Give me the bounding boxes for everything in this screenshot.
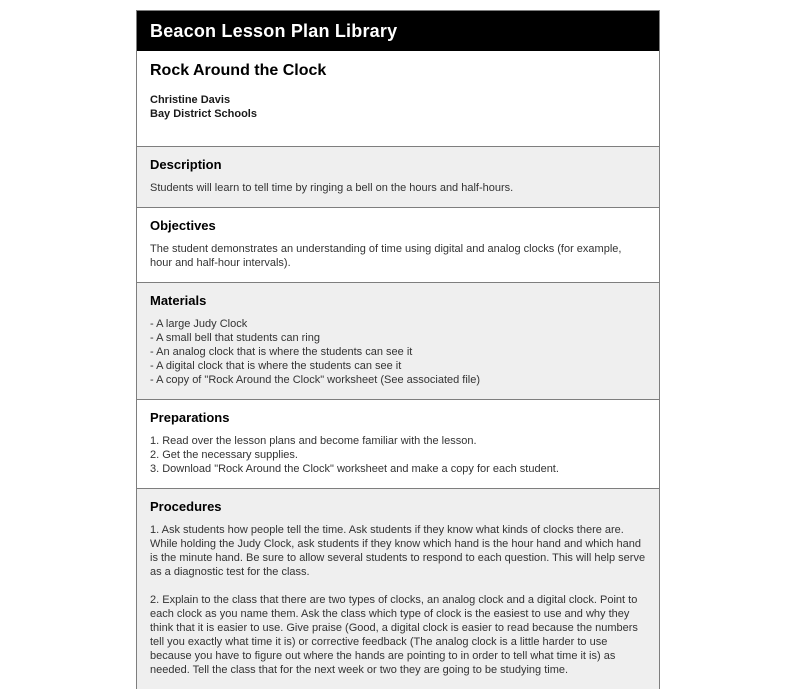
section-preparations	[137, 399, 659, 488]
preparation-step: 2. Get the necessary supplies.	[150, 449, 298, 461]
material-item: - An analog clock that is where the students can see it	[150, 346, 413, 358]
objectives-heading: Objectives	[150, 218, 216, 233]
section-objectives	[137, 207, 659, 282]
preparation-step: 3. Download "Rock Around the Clock" worksheet and make a copy for each student.	[150, 463, 559, 475]
materials-heading: Materials	[150, 293, 207, 308]
objectives-body: The student demonstrates an understanding of time using digital and analog clocks (for example, hour and half-hour intervals).	[150, 243, 622, 269]
preparation-step: 1. Read over the lesson plans and become familiar with the lesson.	[150, 435, 477, 447]
material-item: - A copy of "Rock Around the Clock" worksheet (See associated file)	[150, 374, 481, 386]
procedure-step: 2. Explain to the class that there are two types of clocks, an analog clock and a digital clock. Point to each clock as you name them. Ask the class which type of clock is the easiest to use and why they think that it is easier to use. Give praise (Good, a digital clock is easier to read because the numbers tell you exactly what time it is) or corrective feedback (The analog clock is a little harder to use because you have to figure out where the hands are pointing to in order to tell what time it is) as needed. Tell the class that for the next week or two they are going to be studying time.	[150, 594, 638, 676]
material-item: - A digital clock that is where the students can see it	[150, 360, 402, 372]
procedures-heading: Procedures	[150, 499, 222, 514]
material-item: - A large Judy Clock	[150, 318, 248, 330]
preparations-heading: Preparations	[150, 410, 230, 425]
section-procedures	[137, 488, 659, 689]
lesson-author: Christine Davis	[150, 94, 231, 106]
lesson-plan-document	[136, 10, 660, 689]
site-title: Beacon Lesson Plan Library	[150, 20, 398, 41]
section-materials	[137, 282, 659, 399]
lesson-title: Rock Around the Clock	[150, 62, 327, 79]
lesson-organization: Bay District Schools	[150, 108, 257, 120]
material-item: - A small bell that students can ring	[150, 332, 320, 344]
site-header	[137, 11, 659, 51]
section-description	[137, 146, 659, 207]
lesson-title-block	[137, 51, 659, 146]
procedure-step: 1. Ask students how people tell the time. Ask students if they know what kinds of clocks there are. While holding the Judy Clock, ask students if they know which hand is the hour hand and which hand is the minute hand. Be sure to allow several students to respond to each question. This will help serve as a diagnostic test for the class.	[150, 524, 646, 578]
description-heading: Description	[150, 157, 222, 172]
description-body: Students will learn to tell time by ringing a bell on the hours and half-hours.	[150, 182, 514, 194]
